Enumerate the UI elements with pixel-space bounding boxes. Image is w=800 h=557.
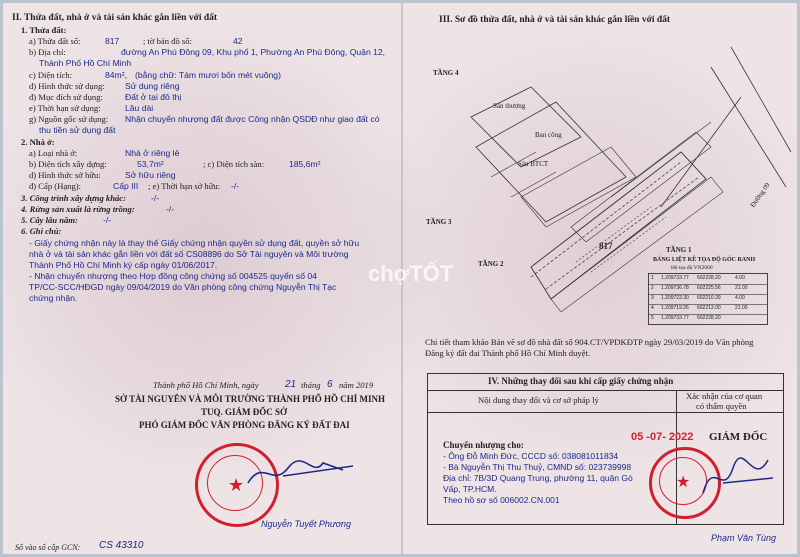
- detail-note-1: Chi tiết tham khảo Bản vẽ sơ đồ nhà đất số 904.CT/VPDKĐTP ngày 29/03/2019 do Văn phòng: [425, 337, 754, 347]
- house-type: Nhà ở riêng lẻ: [125, 148, 180, 158]
- parcel-label: 817: [599, 241, 613, 251]
- transfer-line-1: Chuyển nhượng cho:: [443, 440, 524, 450]
- section2-5: 5. Cây lâu năm:: [21, 215, 78, 225]
- date-month: 6: [327, 379, 333, 390]
- slab-label: Sàn BTCT: [518, 160, 549, 168]
- grade-label: đ) Cấp (Hạng):: [29, 181, 82, 191]
- map-no-label: ; tờ bản đồ số:: [143, 36, 192, 46]
- certificate-sheet: [3, 3, 797, 554]
- transfer-line-2: - Ông Đỗ Minh Đức, CCCD số: 038081011834: [443, 451, 619, 461]
- origin-line-1: Nhận chuyển nhượng đất được Công nhận QSDĐ như giao đất có: [125, 114, 380, 124]
- house-type-label: a) Loại nhà ở:: [29, 148, 78, 158]
- note-line-5: TP/CC-SCC/HĐGD ngày 09/04/2019 do Văn phòng công chứng Nguyễn Thị Tạc: [29, 282, 337, 292]
- section2-4-value: -/-: [166, 204, 175, 214]
- section4-title: IV. Những thay đổi sau khi cấp giấy chứng nhận: [488, 376, 674, 386]
- authority-deputy: PHÓ GIÁM ĐỐC VĂN PHÒNG ĐĂNG KÝ ĐẤT ĐAI: [139, 420, 350, 430]
- changes-title-row: [428, 374, 783, 391]
- signer-left: Nguyễn Tuyết Phương: [261, 519, 352, 529]
- own-form: Sở hữu riêng: [125, 170, 176, 180]
- section2-3-value: -/-: [151, 193, 160, 203]
- section2-4: 4. Rừng sản xuất là rừng trồng:: [21, 204, 135, 214]
- section2-5-value: -/-: [103, 215, 112, 225]
- origin-label: g) Nguồn gốc sử dụng:: [29, 114, 109, 124]
- balcony-label: Ban công: [535, 131, 562, 139]
- note-line-6: chứng nhận.: [29, 293, 78, 303]
- use-form: Sử dụng riêng: [125, 81, 180, 91]
- coord-cell: 21.00: [735, 285, 748, 291]
- floor3-label: TẦNG 3: [426, 218, 452, 226]
- signature-left: [243, 448, 363, 503]
- use-form-label: d) Hình thức sử dụng:: [29, 81, 105, 91]
- coord-cell: 602225.56: [697, 285, 721, 291]
- coord-cell: 5: [651, 315, 654, 321]
- book-no: CS 43310: [99, 540, 144, 551]
- floor1-label: TẦNG 1: [666, 246, 692, 254]
- signature-right: [693, 448, 783, 508]
- note-line-2: nhà ở và tài sản khác gắn liền với đất số CS08896 do Sở Tài nguyên và Môi trường: [29, 249, 349, 259]
- section3-title: III. Sơ đồ thửa đất, nhà ở và tài sản khác gắn liền với đất: [439, 15, 671, 25]
- purpose: Đất ở tại đô thị: [125, 92, 182, 102]
- coord-subtitle: Hệ tọa độ VN2000: [671, 265, 713, 271]
- floor-area-label: ; c) Diện tích sàn:: [203, 159, 265, 169]
- change-date: 05 -07- 2022: [631, 431, 694, 443]
- address-label: b) Địa chỉ:: [29, 47, 66, 57]
- grade: Cấp III: [113, 181, 139, 191]
- floor-area: 185,6m²: [289, 159, 321, 169]
- transfer-line-6: Theo hồ sơ số 006002.CN.001: [443, 495, 560, 505]
- parcel-no-label: a) Thửa đất số:: [29, 36, 81, 46]
- note-line-3: Thành Phố Hồ Chí Minh ký cấp ngày 01/06/2017.: [29, 260, 218, 270]
- transfer-line-5: Vấp, TP.HCM.: [443, 484, 497, 494]
- transfer-line-4: Địa chỉ: 7B/3D Quang Trung, phường 11, quận Gò: [443, 473, 633, 483]
- authority-title: SỞ TÀI NGUYÊN VÀ MÔI TRƯỜNG THÀNH PHỐ HỒ CHÍ MINH: [115, 394, 386, 404]
- area-value: 84m²,: [105, 70, 127, 80]
- address-line-1: đường An Phú Đông 09, Khu phố 1, Phường An Phú Đông, Quận 12,: [121, 47, 386, 57]
- own-term-label: ; e) Thời hạn sở hữu:: [148, 181, 221, 191]
- coord-cell: 1.209733.77: [661, 315, 689, 321]
- area-words: (bằng chữ: Tám mươi bốn mét vuông): [135, 70, 281, 80]
- coord-table: [648, 273, 768, 325]
- seal-star-icon-2: ★: [676, 474, 691, 491]
- book-no-label: Số vào sổ cấp GCN:: [15, 543, 81, 552]
- area-label: c) Diện tích:: [29, 70, 72, 80]
- own-form-label: d) Hình thức sở hữu:: [29, 170, 101, 180]
- map-no: 42: [233, 36, 243, 46]
- col2-header-2: có thẩm quyền: [696, 401, 747, 411]
- watermark: chợTỐT: [368, 261, 454, 286]
- coord-cell: 1: [651, 275, 654, 281]
- section2-title: II. Thửa đất, nhà ở và tài sản khác gắn liền với đất: [12, 13, 218, 23]
- coord-cell: 4: [651, 305, 654, 311]
- coord-title: BẢNG LIỆT KÊ TỌA ĐỘ GÓC RANH: [653, 257, 756, 263]
- own-term: -/-: [231, 181, 240, 191]
- origin-line-2: thu tiền sử dụng đất: [39, 125, 116, 135]
- date-month-label: tháng: [301, 380, 321, 390]
- authority-tuq: TUQ. GIÁM ĐỐC SỞ: [201, 407, 288, 417]
- coord-cell: 1.209719.26: [661, 305, 689, 311]
- address-line-2: Thành Phố Hồ Chí Minh: [39, 58, 132, 68]
- section2-6: 6. Ghi chú:: [21, 226, 62, 236]
- build-area-label: b) Diện tích xây dựng:: [29, 159, 107, 169]
- coord-cell: 4.00: [735, 275, 745, 281]
- transfer-line-3: - Bà Nguyễn Thị Thu Thuỷ, CMND số: 023739998: [443, 462, 632, 472]
- term: Lâu dài: [125, 103, 154, 113]
- coord-cell: 1.209733.77: [661, 275, 689, 281]
- section2-3: 3. Công trình xây dựng khác:: [21, 193, 126, 203]
- build-area: 53,7m²: [137, 159, 164, 169]
- floor4-label: TẦNG 4: [433, 69, 459, 77]
- section2-2: 2. Nhà ở:: [21, 137, 55, 147]
- date-line: Thành phố Hồ Chí Minh, ngày: [153, 380, 259, 390]
- col2-header-1: Xác nhận của cơ quan: [686, 391, 763, 401]
- note-line-4: - Nhận chuyển nhượng theo Hợp đồng công chứng số 004525 quyển số 04: [29, 271, 317, 281]
- director-label: GIÁM ĐỐC: [709, 431, 768, 443]
- coord-cell: 3: [651, 295, 654, 301]
- coord-row: [649, 314, 767, 324]
- coord-cell: 602210.39: [697, 295, 721, 301]
- seal-star-icon: ★: [228, 475, 245, 495]
- coord-cell: 21.00: [735, 305, 748, 311]
- coord-cell: 1.209736.78: [661, 285, 689, 291]
- detail-note-2: Đăng ký đất đai Thành phố Hồ Chí Minh duyệt.: [425, 348, 591, 358]
- note-line-1: - Giấy chứng nhận này là thay thế Giấy chứng nhận quyền sử dụng đất, quyền sở hữu: [29, 238, 360, 248]
- coord-cell: 602228.20: [697, 315, 721, 321]
- term-label: e) Thời hạn sử dụng:: [29, 103, 101, 113]
- coord-cell: 602228.20: [697, 275, 721, 281]
- roof-label: Sân thượng: [493, 102, 526, 110]
- road-label: Đường 09: [748, 181, 772, 209]
- col1-header: Nội dung thay đổi và cơ sở pháp lý: [478, 395, 599, 405]
- section2-1: 1. Thửa đất:: [21, 25, 67, 35]
- parcel-no: 817: [105, 36, 120, 46]
- coord-cell: 2: [651, 285, 654, 291]
- coord-cell: 4.00: [735, 295, 745, 301]
- purpose-label: đ) Mục đích sử dụng:: [29, 92, 103, 102]
- signer-right: Phạm Văn Tùng: [711, 533, 777, 543]
- date-year: năm 2019: [339, 380, 374, 390]
- coord-cell: 602213.00: [697, 305, 721, 311]
- date-day: 21: [285, 379, 297, 390]
- coord-cell: 1.209722.30: [661, 295, 689, 301]
- floor2-label: TẦNG 2: [478, 260, 504, 268]
